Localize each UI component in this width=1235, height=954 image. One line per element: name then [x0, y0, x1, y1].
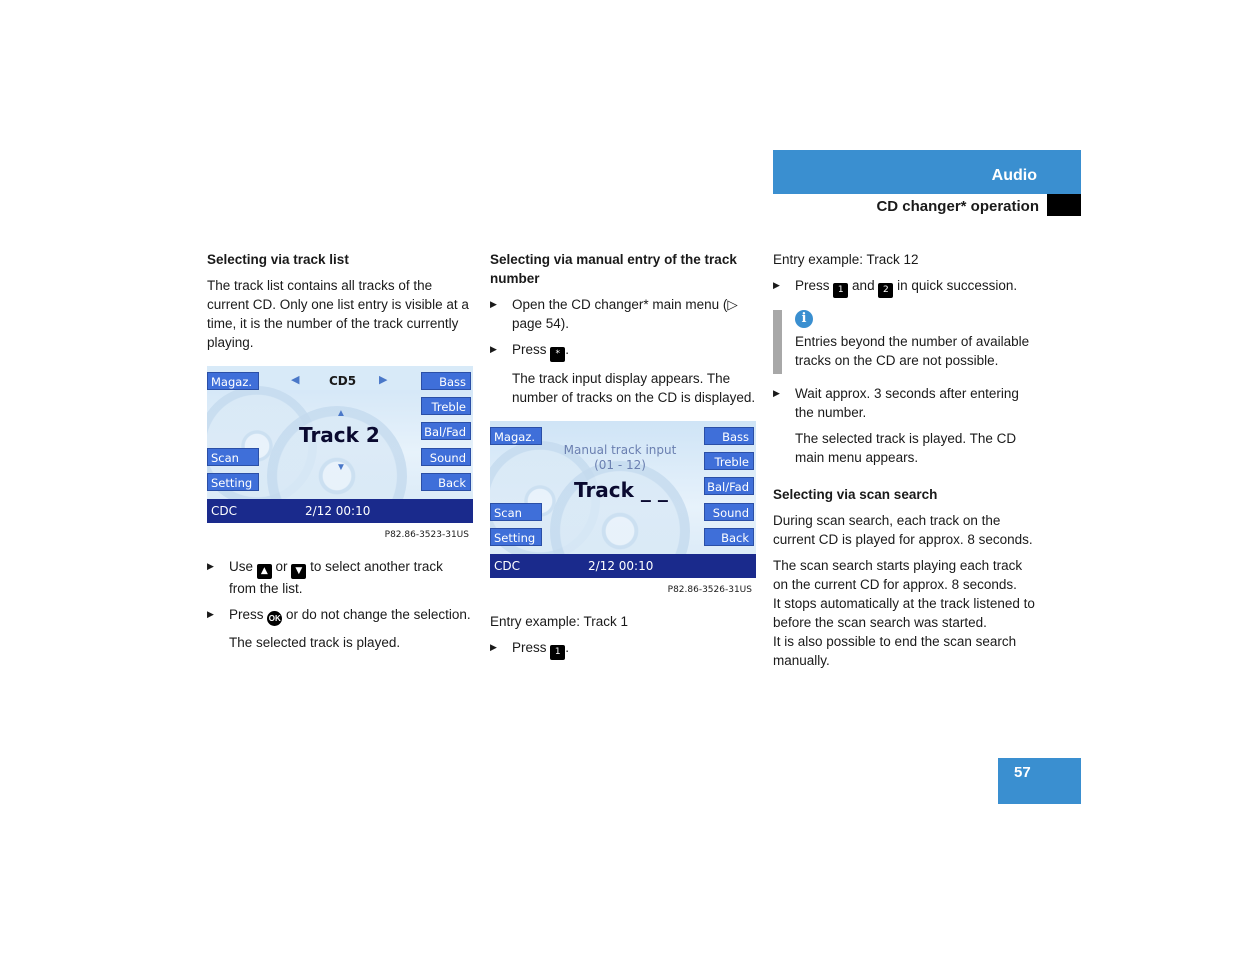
- info-icon: i: [795, 310, 813, 328]
- instruction-wait: ▶ Wait approx. 3 seconds after entering the number.: [773, 384, 1039, 422]
- info-note: [773, 310, 1039, 370]
- setting-button[interactable]: Setting: [207, 473, 259, 491]
- star-key-icon: *: [550, 347, 565, 362]
- setting-button[interactable]: Setting: [490, 528, 542, 546]
- key-1-icon: 1: [550, 645, 565, 660]
- cd-label: CD5: [329, 374, 357, 388]
- magazine-button[interactable]: Magaz.: [490, 427, 542, 445]
- status-position: 2/12 00:10: [305, 504, 371, 518]
- status-source: CDC: [211, 504, 237, 518]
- track-list-intro: The track list contains all tracks of the current CD. Only one list entry is visible at a time, it is the number of the track currently playing.: [207, 278, 469, 350]
- result-text: The selected track is played.: [229, 635, 401, 650]
- figure-caption: P82.86-3523-31US: [384, 530, 469, 540]
- track-display: Track 2: [299, 423, 380, 447]
- instruction-use-arrows: ▶ Use ▲ or ▼ to select another track from the list.: [207, 557, 473, 598]
- header-bar: [773, 150, 1081, 194]
- track-input-display: Track _ _: [574, 478, 668, 502]
- arrow-up-icon[interactable]: ▲: [336, 408, 346, 419]
- section-title: Audio: [991, 167, 1037, 184]
- down-key-icon: ▼: [291, 564, 306, 579]
- balfad-button[interactable]: Bal/Fad: [704, 477, 754, 495]
- arrow-left-icon[interactable]: ◀: [291, 374, 300, 386]
- key-2-icon: 2: [878, 283, 893, 298]
- instruction-press-1-2: ▶ Press 1 and 2 in quick succession.: [773, 276, 1039, 298]
- result-text: The track input display appears. The number of tracks on the CD is displayed.: [512, 371, 756, 405]
- arrow-down-icon[interactable]: ▼: [336, 462, 346, 473]
- scan-paragraph-2: The scan search starts playing each track on the current CD for approx. 8 seconds. It stops automatically at the track listened to before the scan search was started. It is also possible to end the scan search manually.: [773, 558, 1035, 668]
- heading-manual-entry: Selecting via manual entry of the track number: [490, 252, 737, 286]
- bass-button[interactable]: Bass: [704, 427, 754, 445]
- sound-button[interactable]: Sound: [421, 448, 471, 466]
- subsection-title: CD changer* operation: [876, 198, 1039, 215]
- treble-button[interactable]: Treble: [421, 397, 471, 415]
- status-position: 2/12 00:10: [588, 559, 654, 573]
- status-source: CDC: [494, 559, 520, 573]
- scan-paragraph-1: During scan search, each track on the current CD is played for approx. 8 seconds.: [773, 513, 1033, 547]
- back-button[interactable]: Back: [704, 528, 754, 546]
- input-range: (01 - 12): [594, 458, 646, 472]
- sound-button[interactable]: Sound: [704, 503, 754, 521]
- instruction-press-star: ▶ Press * .: [490, 340, 756, 362]
- instruction-press-ok: ▶ Press OK or do not change the selection.: [207, 605, 473, 626]
- column-scan: [773, 250, 1039, 670]
- column-manual-entry: [490, 250, 756, 667]
- manual-input-screen: [490, 421, 756, 578]
- page-number-box: [998, 758, 1081, 804]
- status-bar: [490, 554, 756, 578]
- input-title: Manual track input: [563, 443, 677, 457]
- balfad-button[interactable]: Bal/Fad: [421, 422, 471, 440]
- magazine-button[interactable]: Magaz.: [207, 372, 259, 390]
- up-key-icon: ▲: [257, 564, 272, 579]
- instruction-press-1: ▶ Press 1 .: [490, 638, 756, 660]
- info-text: Entries beyond the number of available tracks on the CD are not possible.: [795, 334, 1030, 368]
- treble-button[interactable]: Treble: [704, 452, 754, 470]
- ok-key-icon: OK: [267, 611, 282, 626]
- page-number: 57: [1014, 764, 1031, 781]
- result-text: The selected track is played. The CD main menu appears.: [795, 431, 1017, 465]
- track-list-screen: [207, 366, 473, 523]
- key-1-icon: 1: [833, 283, 848, 298]
- back-button[interactable]: Back: [421, 473, 471, 491]
- heading-scan-search: Selecting via scan search: [773, 487, 938, 502]
- column-track-list: [207, 250, 473, 659]
- scan-button[interactable]: Scan: [207, 448, 259, 466]
- heading-track-list: Selecting via track list: [207, 252, 349, 267]
- subsection-marker: [1047, 194, 1081, 216]
- bass-button[interactable]: Bass: [421, 372, 471, 390]
- entry-example: Entry example: Track 1: [490, 614, 629, 629]
- scan-button[interactable]: Scan: [490, 503, 542, 521]
- status-bar: [207, 499, 473, 523]
- instruction-open-menu: ▶ Open the CD changer* main menu (▷ page 54).: [490, 295, 756, 333]
- info-bar: [773, 310, 782, 374]
- arrow-right-icon[interactable]: ▶: [379, 374, 388, 386]
- entry-example: Entry example: Track 12: [773, 252, 919, 267]
- figure-caption: P82.86-3526-31US: [667, 585, 752, 595]
